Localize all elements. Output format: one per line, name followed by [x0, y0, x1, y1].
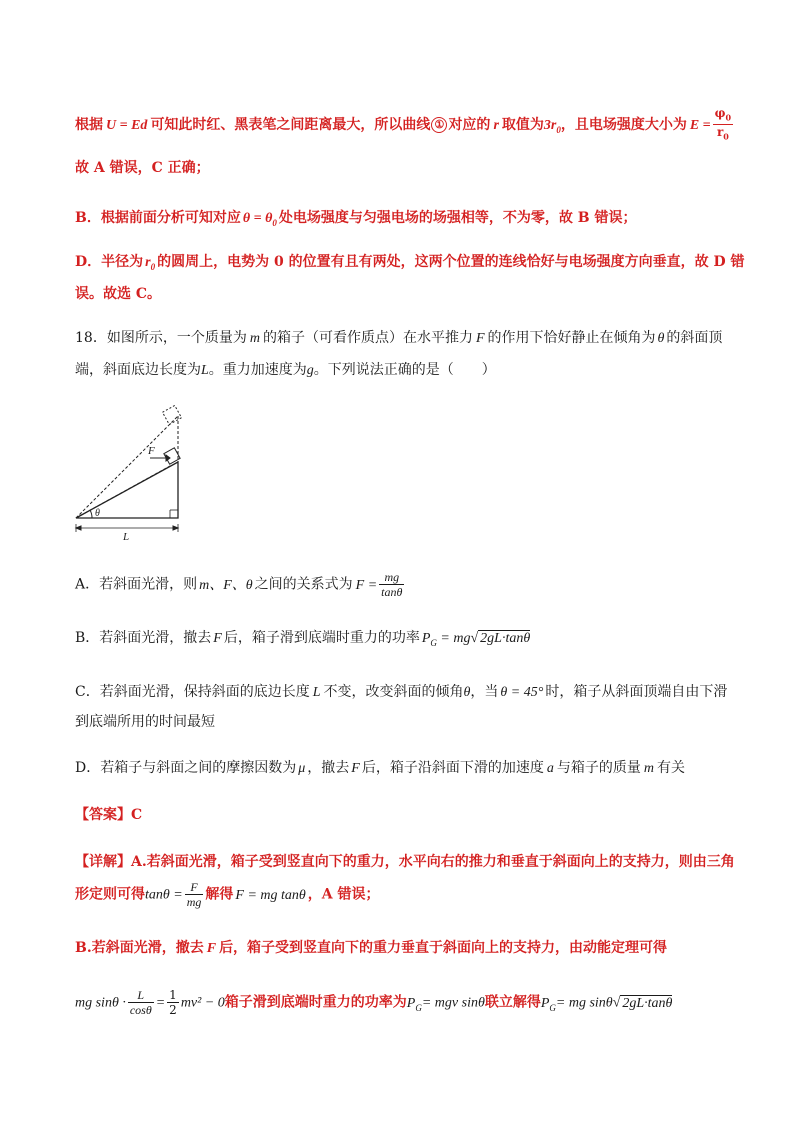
- question-18-line-2: 端，斜面底边长度为L。重力加速度为g。下列说法正确的是（ ）: [75, 362, 496, 378]
- angle-label: θ: [95, 508, 100, 519]
- phi-over-r-fraction: $\frac{\varphi_0}{r_0}$: [714, 106, 732, 142]
- solution-line-5: 误。故选 C。: [75, 286, 162, 302]
- base-label: L: [123, 531, 130, 543]
- circled-one: ①: [431, 117, 447, 133]
- explanation-line-4: mg sinθ · $\frac{L}{\cos\theta}$ = $\frac{1}{2}$ mv² − 0箱子滑到底端时重力的功率为$P_G=$ mgv sinθ联立解得$P_G=$ mg sinθ√ 2gL·tanθ: [75, 988, 673, 1017]
- explanation-line-1: 【详解】A.若斜面光滑，箱子受到竖直向下的重力，水平向右的推力和垂直于斜面向上的支持力，则由三角: [75, 854, 735, 870]
- answer: 【答案】C: [75, 807, 143, 823]
- dashed-line-top: [76, 416, 178, 518]
- option-d: D．若箱子与斜面之间的摩擦因数为 μ ，撤去 F 后，箱子沿斜面下滑的加速度 a 与箱子的质量 m 有关: [75, 760, 685, 776]
- option-c-line-2: 到底端所用的时间最短: [75, 714, 215, 730]
- option-c-line-1: C．若斜面光滑，保持斜面的底边长度 L 不变，改变斜面的倾角θ，当 θ = 45° 时，箱子从斜面顶端自由下滑: [75, 684, 728, 700]
- solution-line-3: B．根据前面分析可知对应 $\theta = \theta_0$ 处电场强度与匀强电场的场强相等，不为零，故 B 错误；: [75, 210, 637, 228]
- force-label: F: [148, 445, 155, 457]
- explanation-line-2: 形定则可得tanθ = $\frac{F}{mg}$ 解得 F = mg tanθ ，A 错误；: [75, 880, 380, 909]
- force-arrow-head: [166, 455, 170, 461]
- question-18-line-1: 18．如图所示，一个质量为 m 的箱子（可看作质点）在水平推力 F 的作用下恰好静止在倾角为 θ 的斜面顶: [75, 330, 723, 346]
- solution-line-4: D．半径为 $r_0$ 的圆周上，电势为 0 的位置有且有两处，这两个位置的连线恰好与电场强度方向垂直，故 D 错: [75, 254, 745, 272]
- solution-line-1: 根据 U = Ed 可知此时红、黑表笔之间距离最大，所以曲线 ① 对应的 r 取值为$3r_0$，且电场强度大小为 E = $\frac{\varphi_0}{r_0}$: [75, 106, 732, 142]
- option-a: A．若斜面光滑，则 m、F、θ 之间的关系式为 F = $\frac{mg}{\tan\theta}$: [75, 570, 403, 599]
- incline-figure: [70, 404, 190, 544]
- angle-arc: [90, 510, 92, 518]
- option-b: B．若斜面光滑，撤去 F 后，箱子滑到底端时重力的功率 $P_G = mg√$ 2gL·tanθ: [75, 630, 531, 648]
- solution-line-2: 故 A 错误，C 正确；: [75, 160, 210, 176]
- explanation-line-3: B.若斜面光滑，撤去 F 后，箱子受到竖直向下的重力垂直于斜面向上的支持力，由动能定理可得: [75, 940, 668, 956]
